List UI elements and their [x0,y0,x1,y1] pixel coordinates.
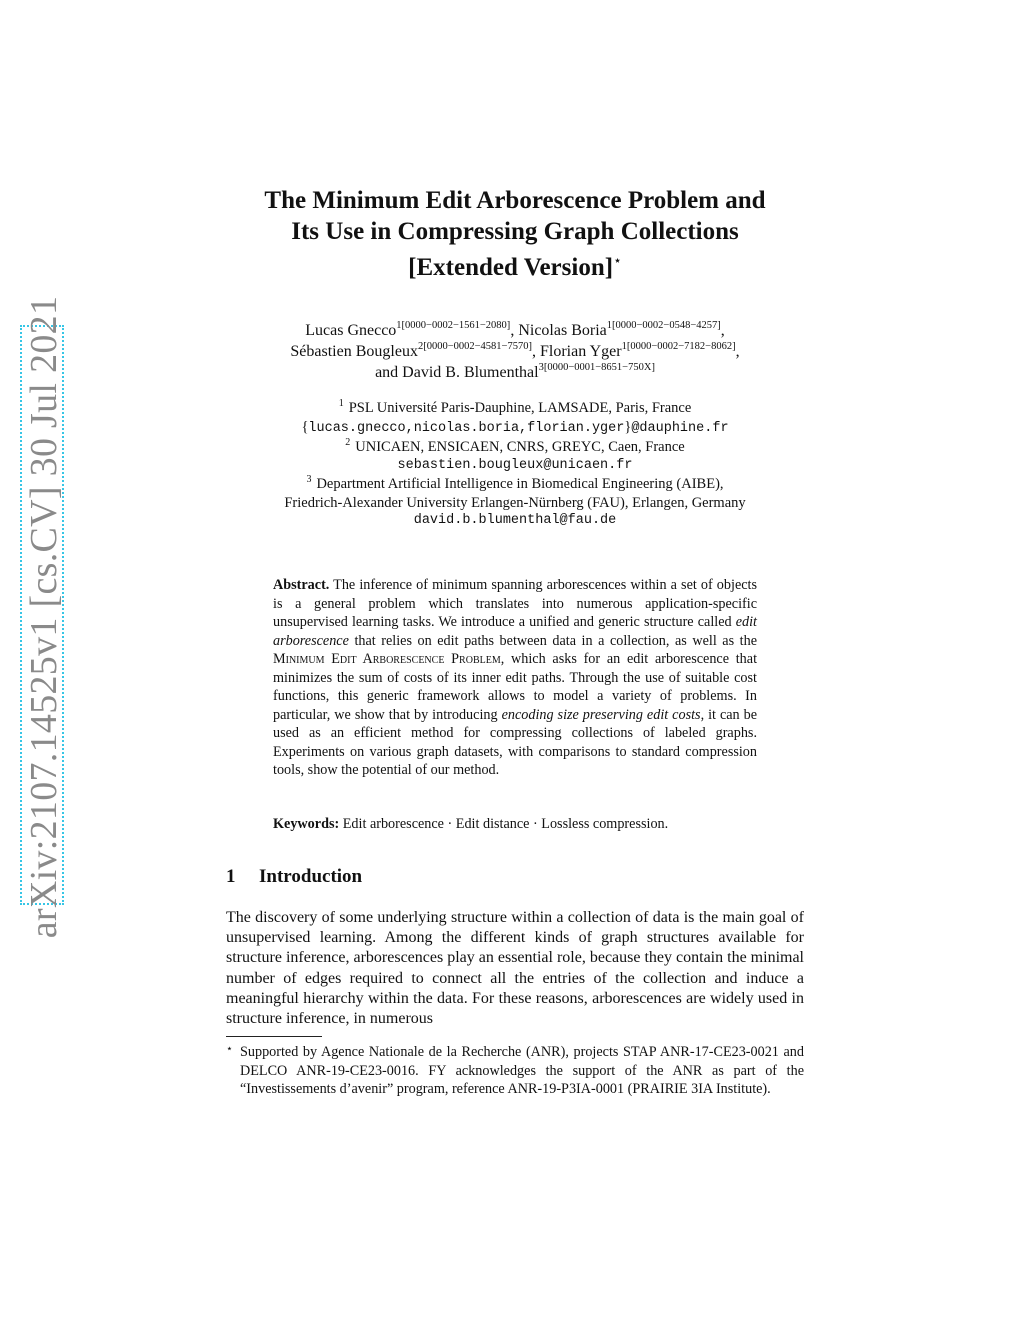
keywords-text: Edit arborescence · Edit distance · Lossless compression. [339,816,669,832]
affiliation-marker: 3 [306,474,312,485]
affiliation-institution: Department Artificial Intelligence in Biomedical Engineering (AIBE), [316,476,724,492]
abstract-text: , which asks for an edit arborescence that minimizes the sum of costs of its inner edit paths. Through the use of suitable cost functions, this generic framework allows to model a variety of problems. In particular, we show that by introducing [273,651,758,723]
footnote [226,1040,804,1099]
abstract-problem-name: Minimum Edit Arborescence Problem [273,651,501,667]
section-title: Introduction [259,866,363,887]
affiliation-marker: 1 [338,398,344,409]
footnote-text: Supported by Agence Nationale de la Recherche (ANR), projects STAP ANR-17-CE23-0021 and DELCO ANR-19-CE23-0016. FY acknowledges the support of the ANR as part of the “Investissements d’avenir” program, reference ANR-19-P3IA-0001 (PRAIRIE 3IA Institute). [240,1044,804,1098]
affiliation-2-email: sebastien.bougleux@unicaen.fr [397,457,633,473]
footnote-marker: ⋆ [226,1043,233,1055]
author-line-3 [190,362,840,383]
affiliations [190,399,840,531]
section-heading [226,866,362,888]
abstract-emphasis: edit arborescence [273,614,757,649]
author-name: Lucas Gnecco [305,322,397,339]
section-number: 1 [226,866,236,887]
author-list [190,320,840,383]
paper-title [200,186,830,284]
introduction-paragraph: The discovery of some underlying structure within a collection of data is the main goal of unsupervised learning. Among the different kinds of graph structures available for structure inference, arborescences play an essential role, because they contain the minimal number of edges required to connect all the entries of the collection and induce a meaningful hierarchy within the data. For these reasons, arborescences are widely used in structure inference, in numerous [226,909,804,1028]
email-brace-open: { [301,418,309,435]
affiliation-1-email [190,418,840,439]
abstract-text: , it can be used as an efficient method for compressing collections of labeled graphs. Experiments on various graph datasets, with comparisons to standard compression tools, show the potential of our method. [273,706,757,778]
author-name: Nicolas Boria [518,322,607,339]
author-separator: , [510,322,519,339]
author-line-1 [190,320,840,341]
affiliation-3 [190,475,840,494]
author-name: Sébastien Bougleux [290,343,418,360]
abstract [273,576,757,780]
title-line-2: Its Use in Compressing Graph Collections [291,217,739,245]
author-orcid: 1[0000−0002−1561−2080] [396,320,511,331]
email-brace-close: } [624,418,632,435]
affiliation-3-email: david.b.blumenthal@fau.de [413,513,617,528]
title-line-3-text: [Extended Version] [408,254,614,281]
affiliation-institution: PSL Université Paris-Dauphine, LAMSADE, Paris, France [348,400,692,416]
email-users: lucas.gnecco,nicolas.boria,florian.yger [308,420,625,436]
keywords-label: Keywords: [273,816,340,832]
affiliation-3-continued: Friedrich-Alexander University Erlangen-Nürnberg (FAU), Erlangen, Germany [284,494,746,511]
author-orcid: 1[0000−0002−7182−8062] [621,341,736,352]
author-separator: , [720,322,725,339]
keywords [273,815,757,834]
introduction-body [226,908,804,1029]
author-separator: , [531,343,540,360]
abstract-emphasis: encoding size preserving edit costs [501,706,701,723]
arxiv-identifier: arXiv:2107.14525v1 [cs.CV] 30 Jul 2021 [23,295,65,939]
affiliation-marker: 2 [345,437,351,448]
title-footnote-marker: ⋆ [613,254,622,269]
abstract-label: Abstract. [273,577,330,593]
author-name: Florian Yger [539,343,622,360]
arxiv-stamp [20,295,65,939]
author-line-2 [190,341,840,362]
affiliation-institution: UNICAEN, ENSICAEN, CNRS, GREYC, Caen, France [355,439,685,455]
author-orcid: 2[0000−0002−4581−7570] [417,341,532,352]
abstract-paragraph [273,576,757,780]
footnote-rule [226,1036,322,1037]
title-line-1: The Minimum Edit Arborescence Problem and [264,187,766,214]
author-orcid: 3[0000−0001−8651−750X] [538,362,655,373]
author-separator: , [735,343,740,360]
affiliation-2 [190,438,840,457]
email-domain: @dauphine.fr [631,420,729,436]
affiliation-1 [190,399,840,418]
title-line-3 [200,247,830,284]
abstract-text: that relies on edit paths between data in a collection, as well as the [348,632,757,649]
abstract-text: The inference of minimum spanning arborescences within a set of objects is a general problem which translates into numerous application-specific unsupervised learning tasks. We introduce a unified and generic structure called [273,577,757,630]
author-name: and David B. Blumenthal [375,364,539,381]
footnote-paragraph [226,1040,804,1099]
author-orcid: 1[0000−0002−0548−4257] [606,320,721,331]
